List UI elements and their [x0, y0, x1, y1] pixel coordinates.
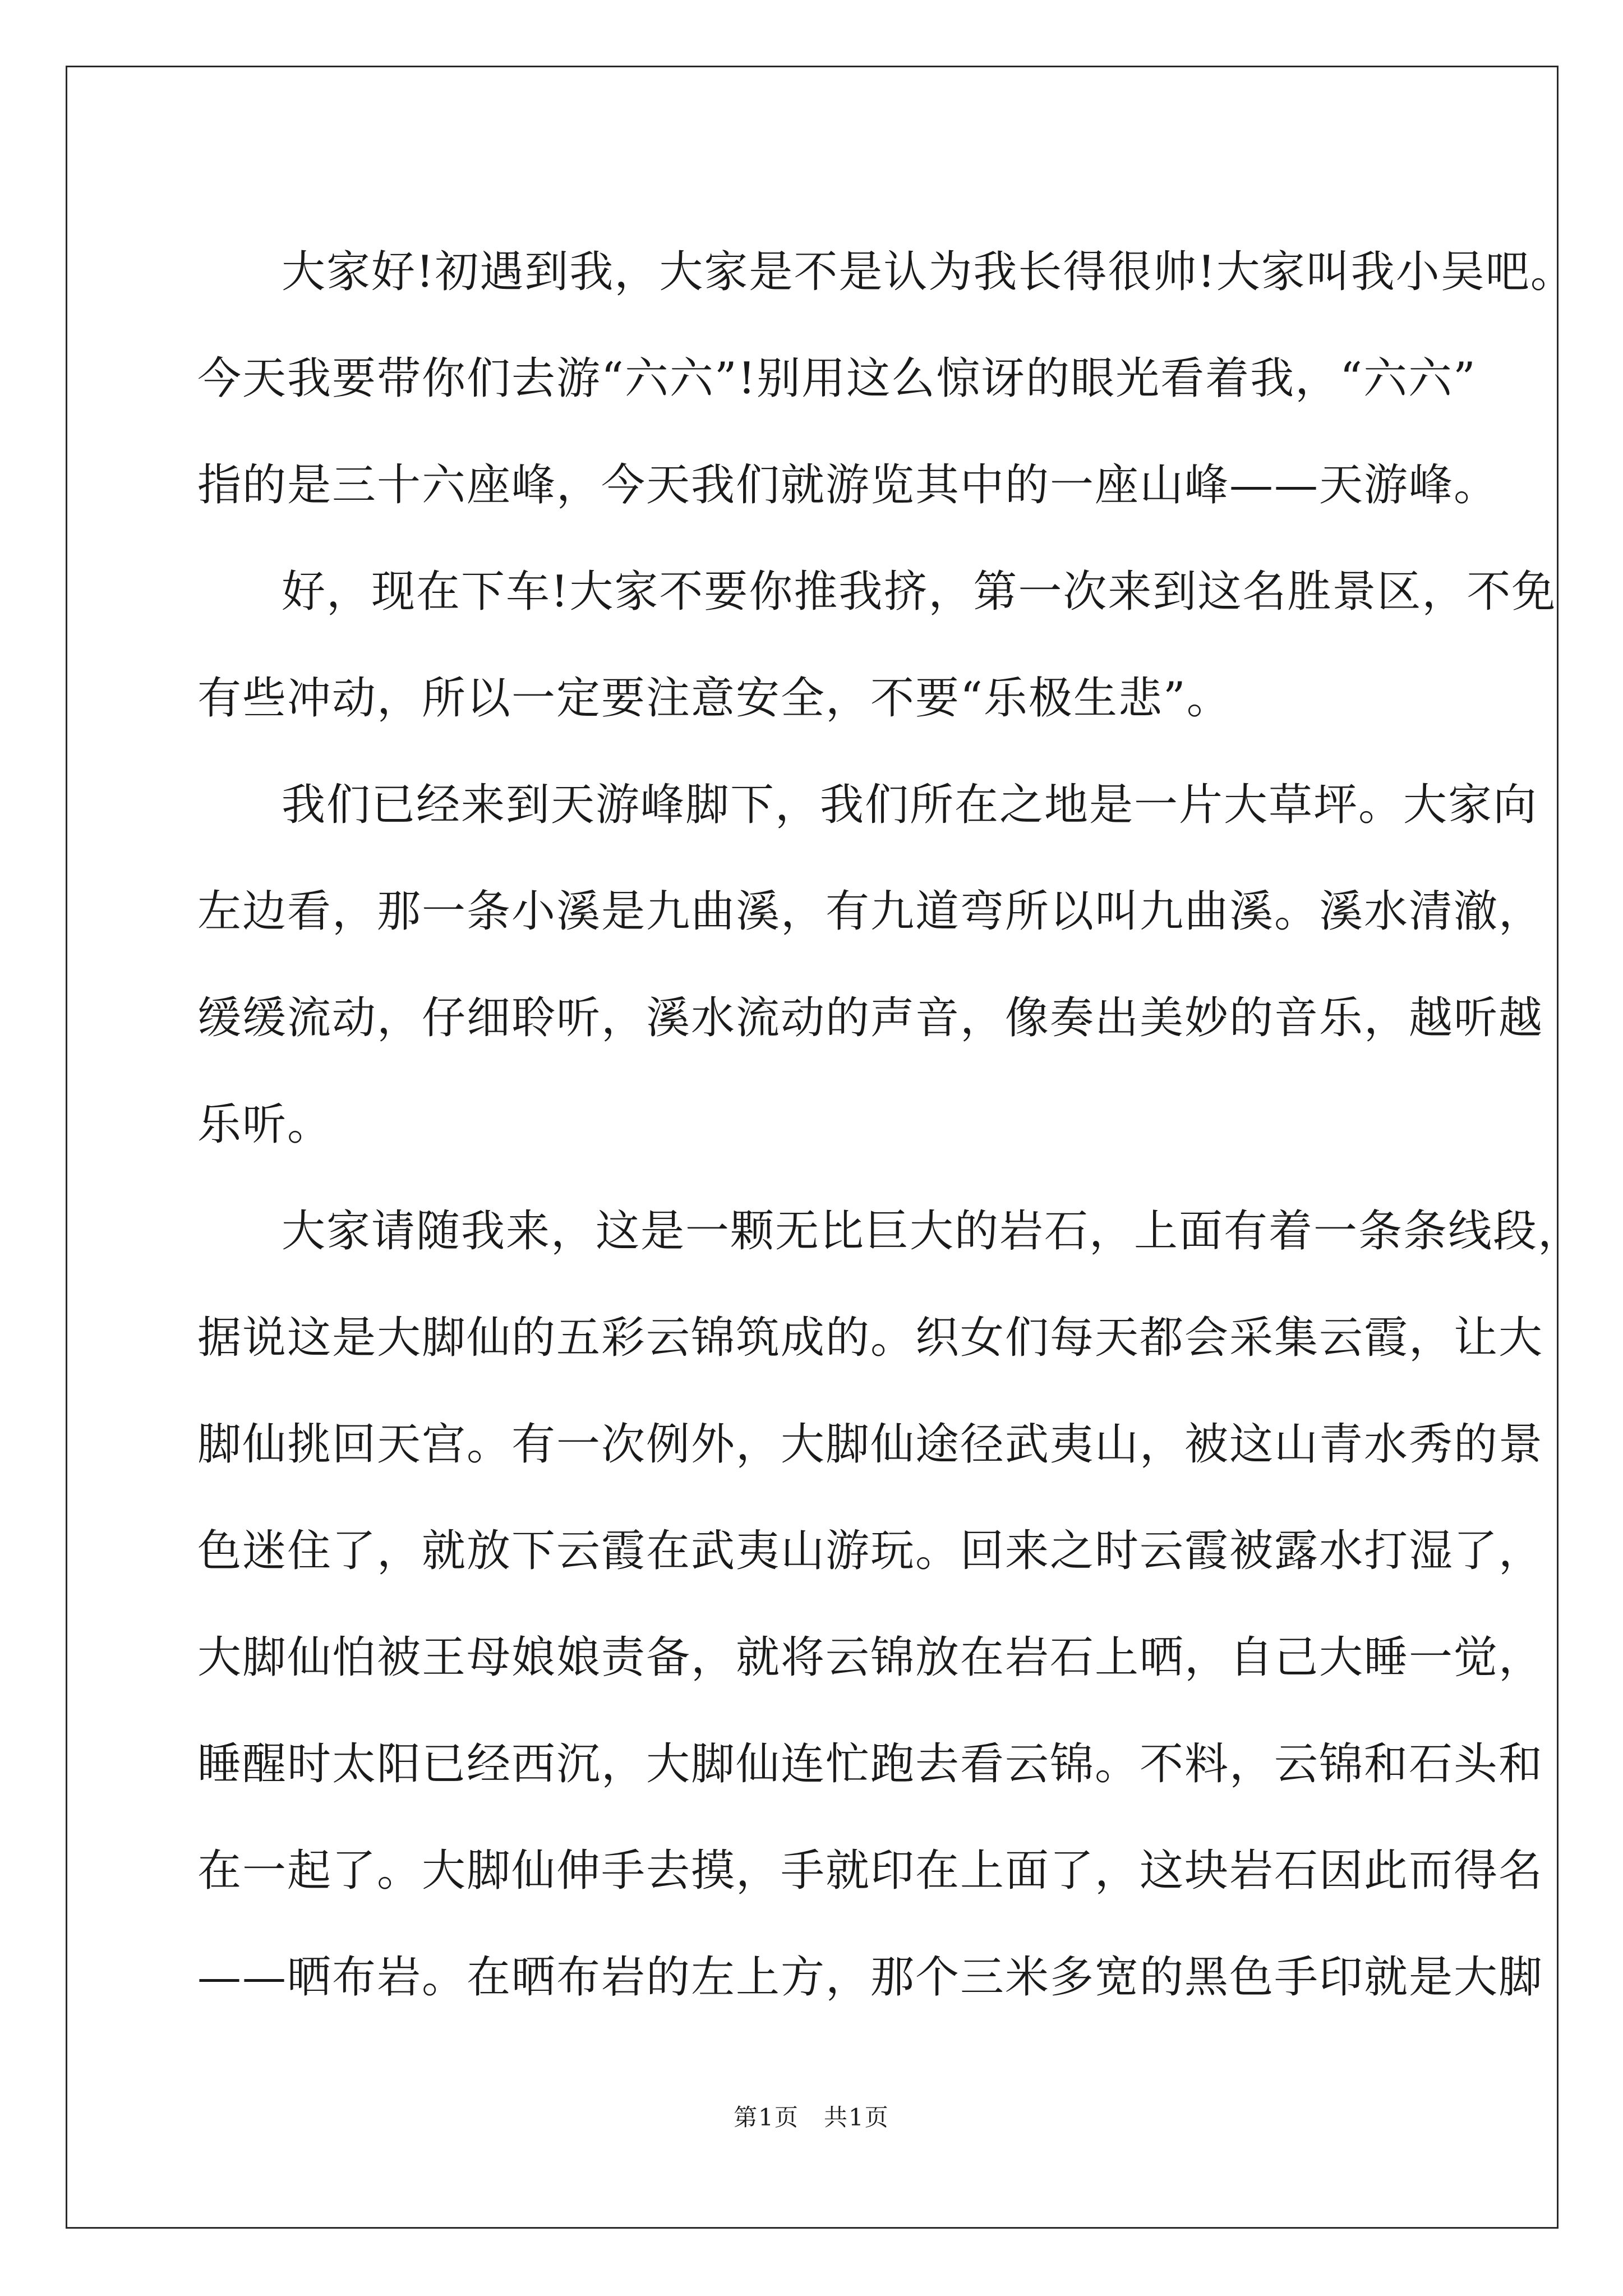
text-line: 左边看，那一条小溪是九曲溪，有九道弯所以叫九曲溪。溪水清澈，	[197, 886, 1544, 937]
text-line: 缓缓流动，仔细聆听，溪水流动的声音，像奏出美妙的音乐，越听越	[197, 993, 1544, 1043]
text-line: 脚仙挑回天宫。有一次例外，大脚仙途径武夷山，被这山青水秀的景	[197, 1419, 1544, 1470]
paragraph-1	[197, 219, 1575, 539]
text-line: 乐听。	[197, 1099, 333, 1150]
text-line: 在一起了。大脚仙伸手去摸，手就印在上面了，这块岩石因此而得名	[197, 1846, 1544, 1896]
page-number-footer: 第1页 共1页	[734, 2104, 889, 2131]
text-line: 色迷住了，就放下云霞在武夷山游玩。回来之时云霞被露水打湿了，	[197, 1526, 1544, 1576]
text-line: 大脚仙怕被王母娘娘责备，就将云锦放在岩石上晒，自己大睡一觉，	[197, 1632, 1544, 1683]
text-line: 今天我要带你们去游“六六”!别用这么惊讶的眼光看着我，“六六”	[197, 353, 1477, 404]
text-line: 我们已经来到天游峰脚下，我们所在之地是一片大草坪。大家向	[282, 780, 1538, 830]
text-line: 指的是三十六座峰，今天我们就游览其中的一座山峰——天游峰。	[197, 460, 1499, 510]
text-line: 好，现在下车!大家不要你推我挤，第一次来到这名胜景区，不免	[282, 567, 1557, 617]
text-line: 大家请随我来，这是一颗无比巨大的岩石，上面有着一条条线段，	[282, 1206, 1583, 1257]
text-line: ——晒布岩。在晒布岩的左上方，那个三米多宽的黑色手印就是大脚	[197, 1952, 1544, 2003]
text-line: 据说这是大脚仙的五彩云锦筑成的。织女们每天都会采集云霞，让大	[197, 1313, 1544, 1363]
text-line: 睡醒时太阳已经西沉，大脚仙连忙跑去看云锦。不料，云锦和石头和	[197, 1739, 1544, 1789]
paragraph-2	[197, 539, 1557, 752]
document-body	[197, 219, 1583, 2031]
paragraph-3	[197, 752, 1544, 1178]
paragraph-4	[197, 1178, 1583, 2031]
text-line: 有些冲动，所以一定要注意安全，不要“乐极生悲”。	[197, 673, 1232, 724]
text-line: 大家好!初遇到我，大家是不是认为我长得很帅!大家叫我小吴吧。	[282, 247, 1575, 297]
